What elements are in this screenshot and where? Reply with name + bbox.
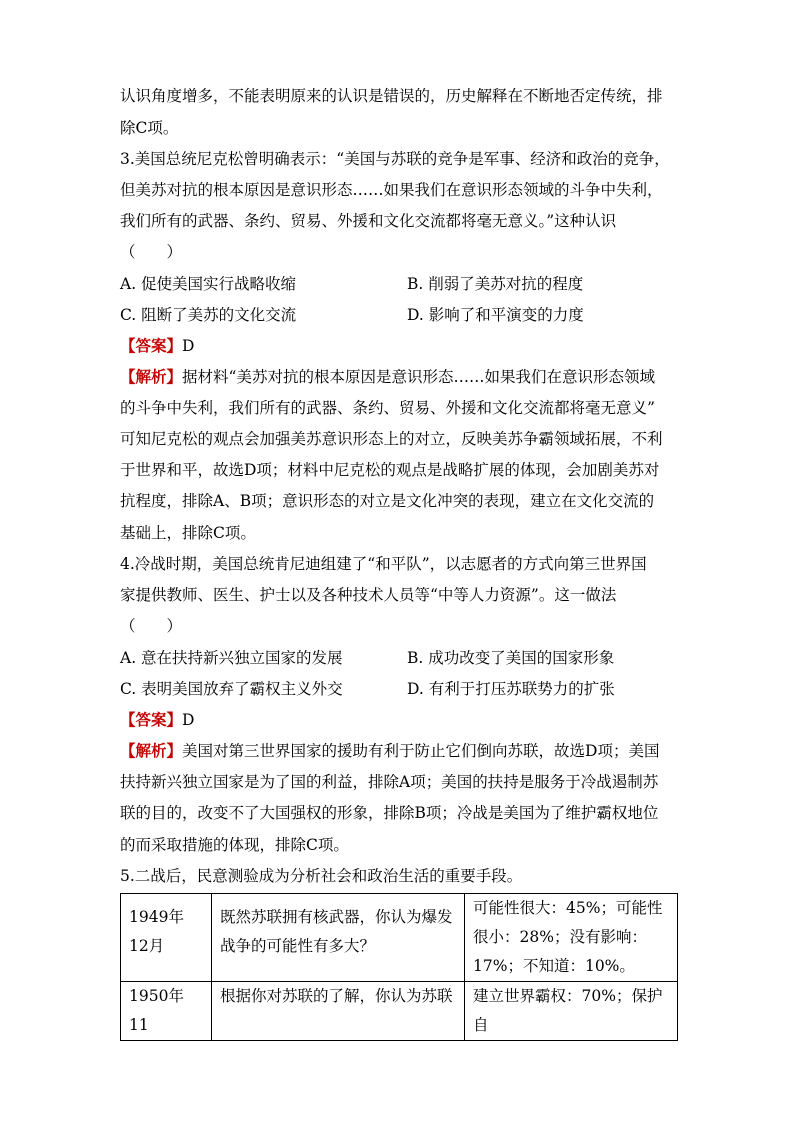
text-line: 的而采取措施的体现，排除C项。: [120, 836, 349, 854]
q3-option-c: C. 阻断了美苏的文化交流: [120, 306, 297, 324]
q4-option-c: C. 表明美国放弃了霸权主义外交: [120, 680, 343, 698]
question-5-stem: 5.二战后，民意测验成为分析社会和政治生活的重要手段。: [120, 867, 523, 885]
text-line: 可知尼克松的观点会加强美苏意识形态上的对立，反映美苏争霸领域拓展，不利: [120, 430, 663, 448]
q3-option-a: A. 促使美国实行战略收缩: [120, 275, 297, 293]
text-line: 除C项。: [120, 119, 179, 137]
table-row: [121, 894, 678, 982]
table-row: [121, 982, 678, 1041]
answer-blank: （ ）: [120, 617, 183, 635]
answer-blank: （ ）: [120, 243, 183, 261]
q3-analysis: [120, 367, 655, 387]
text-line: 我们所有的武器、条约、贸易、外援和文化交流都将毫无意义。”这种认识: [120, 212, 617, 230]
q3-option-d: D. 影响了和平演变的力度: [407, 306, 584, 324]
q4-option-a: A. 意在扶持新兴独立国家的发展: [120, 649, 343, 667]
text-line: 抗程度，排除A、B项；意识形态的对立是文化冲突的表现，建立在文化交流的: [120, 492, 655, 510]
analysis-tag: 【解析】: [120, 367, 183, 386]
question-4-stem: 4.冷战时期，美国总统肯尼迪组建了“和平队”，以志愿者的方式向第三世界国: [120, 555, 647, 573]
q3-answer: [120, 336, 194, 356]
text-line: 认识角度增多，不能表明原来的认识是错误的，历史解释在不断地否定传统，排: [120, 87, 663, 105]
text-line: 但美苏对抗的根本原因是意识形态……如果我们在意识形态领域的斗争中失利，: [120, 181, 663, 199]
text-line: 基础上，排除C项。: [120, 524, 256, 542]
answer-value: D: [182, 337, 195, 355]
question-3-stem: 3.美国总统尼克松曾明确表示：“美国与苏联的竞争是军事、经济和政治的竞争，: [120, 150, 670, 168]
answer-tag: 【答案】: [120, 336, 183, 355]
q4-option-d: D. 有利于打压苏联势力的扩张: [407, 680, 615, 698]
table-cell-result: 建立世界霸权：70%；保护自: [465, 982, 678, 1041]
table-cell-question: 既然苏联拥有核武器，你认为爆发战争的可能性有多大？: [212, 894, 465, 982]
table-cell-result: 可能性很大：45%；可能性很小：28%；没有影响：17%；不知道：10%。: [465, 894, 678, 982]
text-line: 的斗争中失利，我们所有的武器、条约、贸易、外援和文化交流都将毫无意义”: [120, 399, 655, 417]
analysis-text: 据材料“美苏对抗的根本原因是意识形态……如果我们在意识形态领域: [182, 368, 655, 386]
text-line: 扶持新兴独立国家是为了国的利益，排除A项；美国的扶持是服务于冷战遏制苏: [120, 773, 659, 791]
answer-value: D: [182, 711, 195, 729]
poll-table: [120, 893, 678, 1041]
analysis-text: 美国对第三世界国家的援助有利于防止它们倒向苏联，故选D项；美国: [182, 742, 660, 760]
text-line: 家提供教师、医生、护士以及各种技术人员等“中等人力资源”。这一做法: [120, 586, 617, 604]
table-cell-date: 1950年11: [121, 982, 212, 1041]
q4-answer: [120, 710, 194, 730]
q4-option-b: B. 成功改变了美国的国家形象: [407, 649, 615, 667]
answer-tag: 【答案】: [120, 710, 183, 729]
text-line: 联的目的，改变不了大国强权的形象，排除B项；冷战是美国为了维护霸权地位: [120, 804, 659, 822]
table-cell-date: 1949年12月: [121, 894, 212, 982]
q3-option-b: B. 削弱了美苏对抗的程度: [407, 275, 584, 293]
text-line: 于世界和平，故选D项；材料中尼克松的观点是战略扩展的体现，会加剧美苏对: [120, 461, 660, 479]
analysis-tag: 【解析】: [120, 741, 183, 760]
q4-analysis: [120, 741, 659, 761]
table-cell-question: 根据你对苏联的了解，你认为苏联: [212, 982, 465, 1041]
